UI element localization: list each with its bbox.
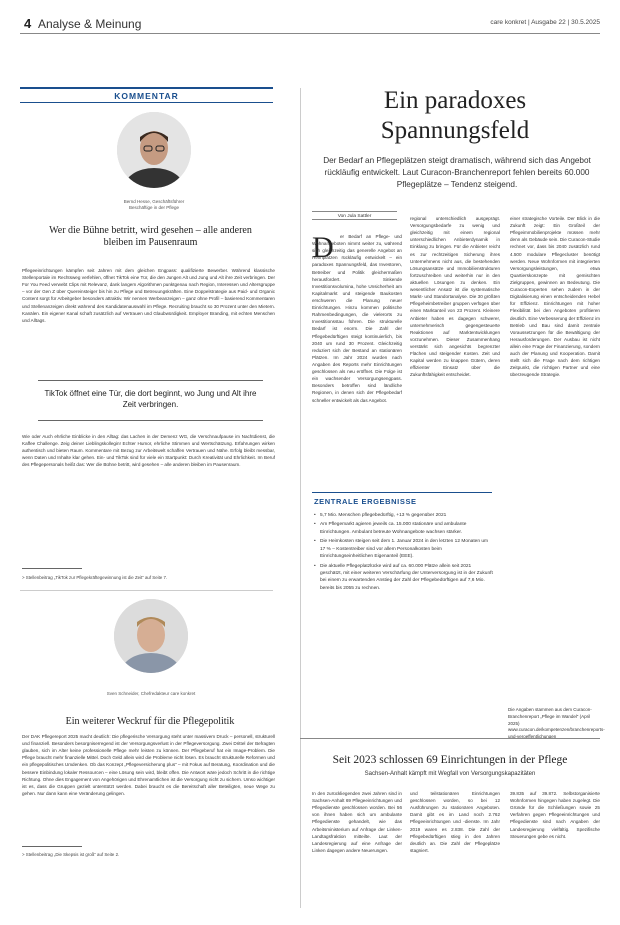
kommentar-body-2: Wie oder Auch ehrliche Einblicke in den Alltag: das Lachen in der Demenz WG, die Verschnaufpause im Nachtdienst, die Kaffee Challenge. Zeig deiner Lieblingskollegin! Echter Humor, ehrliche Stimmen und Wertschätzung. Erfahrungen wirken authentisch und bieten Raum. Kommentare mit Bezug zur Arbeitswelt schaffen Vertrauen und Nähe. Erfolg bleibt messbar, wenn Daten und Inhalte klar gehen. Ein- und TikTok sind für viele ein Startpunkt: Durch Kreativität und Ehrlichkeit. Im Beruf des Pflegepersonals heißt das: Wer die Bühne betritt, wird gesehen – alle anderen bleiben im Pausenraum. bbox=[22, 434, 275, 468]
pullquote: TikTok öffnet eine Tür, die dort beginnt, wo Jung und Alt ihre Zeit verbringen. bbox=[44, 389, 257, 409]
author-portrait-1 bbox=[117, 112, 191, 188]
bottom-article-col3: 39.835 auf 39.872. Selbstorganisierte Wohnformen hingegen haben zugelegt. Die Gründe für die Schließungen sowie 25 Verfahren gegen Pflegeeinrichtungen und Pflegedienste sind nach Angaben der Landesregierung vielfältig. Spezifische Steuerungen gebe es nicht. bbox=[510, 791, 600, 839]
source-note: Die Angaben stammen aus dem Curacon-Branchenreport „Pflege im Wandel“ (April 2025) www.curacon.de/kompetenzen/branchenreports-und-veroeffentlichungen bbox=[508, 707, 605, 739]
kommentar-separator bbox=[20, 590, 273, 591]
main-article-col1: er Bedarf an Pflege- und Wohnangeboten nimmt weiter zu, während sich gleichzeitig das generelle Angebot an Heimplätzen rückläufig entwickelt – ein paradoxes Spannungsfeld, das Investoren, Betreiber und Politik gleichermaßen herausfordert. Sinkende Investitionsvolumina, hohe Unsicherheit am Kapitalmarkt und steigende Baukosten erschweren die Planung neuer Einrichtungen. Hinzu kommen politische Rahmenbedingungen, die vielerorts zu Investitionsstau führen. Die strukturelle Bedarf ist enorm. Die Zahl der Pflegebedürftigen steigt kontinuierlich, bis 2040 um rund 30 Prozent. Gleichzeitig reduziert sich der Bestand an stationären Plätzen. Im Jahr 2024 wurden nach Angaben des Reports mehr Einrichtungen geschlossen als neu eröffnet. Die Folge ist ein wachsender Versorgungsengpass. Besonders betroffen sind ländliche Regionen, in denen sich der Pflegebedarf schneller entwickelt als das Angebot. bbox=[312, 234, 402, 403]
header-divider bbox=[20, 33, 600, 34]
author-caption-2: Sven Schneider, Chefredakteur care konkret bbox=[106, 691, 196, 696]
column-divider bbox=[300, 88, 301, 908]
bottom-article-subtitle: Sachsen-Anhalt kämpft mit Wegfall von Versorgungskapazitäten bbox=[364, 771, 536, 777]
facts-label: ZENTRALE ERGEBNISSE bbox=[314, 497, 417, 506]
fact-item: • Die aktuelle Pflegeplatzlücke wird auf ca. 60.000 Plätze allein seit 2021 geschätzt, mit einer weiteren Verschärfung der Unterversorgung ist in der Zukunft bei einem zu erwartenden Anstieg der Zahl der Pflegebedürftigen auf 7,6 Mio. bereits bis 2055 zu rechnen. bbox=[314, 563, 494, 593]
author-caption-line-2: Beschäftige in der Pflege bbox=[128, 204, 180, 210]
pullquote-rule-bottom bbox=[38, 420, 263, 421]
bottom-article-rule bbox=[300, 738, 600, 739]
kommentar-label-box bbox=[20, 87, 273, 103]
section-title: Analyse & Meinung bbox=[38, 17, 142, 31]
kommentar-body-1: Pflegeeinrichtungen kämpfen seit Jahren mit dem gleichen Engpass: qualifizierte Bewerber. Während klassische Stellenportale im Rechtsweg verfehlen, öffnet TikTok eine Tür, die den Jungen Alt und Jung und Alt ihre Zeit verbringen. Der For You Feed verwebt Clips mit Relevanz, dank langem Algorithmen punktgenau nach Region, Interessen und Altersgruppe – vor der Gen Z über Quereinsteiger bis hin zu Pflege und Betreuungskräften. Eine Doppelstrategie aus Paid- und Organic Content sorgt für Arbeitgeber besonders attraktiv. Wir nennen Werbeanzeigen – ganz ohne Profil – basierend Kommentaren und Stellenanzeigen direkt während des Kandidatenauswahl im Pflege. Recruiting braucht so 30 Prozent unter den Mietern. Kanälen. Ein eigener Kanal schaft zusätzlich auf Vertrauen und Glaubwürdigkeit. Employer Branding, mit echten Menschen und Alltags. bbox=[22, 268, 275, 323]
kommentar-label: KOMMENTAR bbox=[114, 90, 179, 101]
fact-item: • Die Heimkosten steigen seit dem 1. Januar 2024 in den letzten 12 Monaten um 17 % – Kostentreiber sind vor allem Personalkosten beim Einrichtungseinheitlichen Eigenanteil (EEE). bbox=[314, 538, 494, 560]
kommentar2-footnote: > Stellenbeitrag „Die Skepsis ist groß“ auf Seite 2. bbox=[22, 852, 120, 857]
kommentar-footnote: > Stellenbeitrag „TikTok zur Pflegekräftegewinnung ist die Zeit“ auf Seite 7. bbox=[22, 575, 168, 580]
main-article-lead: Der Bedarf an Pflegeplätzen steigt dramatisch, während sich das Angebot rückläufig entwickelt. Laut Curacon-Branchenreport fehlen bereits 60.000 Pflegeplätze – Tendenz steigend. bbox=[323, 156, 591, 189]
author-portrait-2-image bbox=[114, 599, 188, 673]
drop-cap: D bbox=[312, 231, 334, 264]
facts-list bbox=[314, 512, 494, 594]
fact-item: • 5,7 Mio. Menschen pflegebedürftig, +13 % gegenüber 2021 bbox=[314, 512, 494, 519]
kommentar2-body: Der DAK Pflegereport 2025 macht deutlich: Die pflegerische Versorgung steht unter massivem Druck – personell, strukturell und finanziell. Besonders besorgniserregend ist der Versorgungsverlust in der Pflegeversorgung. Zwei Drittel der Befragten glauben, sich im Alter keine professionelle Pflege mehr leisten zu können. Der Pflegeberuf hat ein Image-Problem. Die Pflege braucht mehr finanzielle Mittel. Doch Geld allein wird die Probleme nicht lösen. Es braucht strukturelle Reformen und ein pflegepolitisches Umdenken. Ob das Konzept „Pflegeversicherung plus“ – mit Fokus auf Beratung, Koordination und die bessere Einbindung lokaler Ressourcen – eine Lösung sein wird, bleibt offen. Die Antwort wäre jedoch Schritt in die richtige Richtung. Ohne dies Engagement von Angehörigen und Ehrenamtlichen ist die Versorgung nicht zu sichern. Umso wichtiger ist es, dass die Gruppen gezielt unterstützt werden. Dabei braucht es die Bereitschaft aller Beteiligten, neue Wege zu gehen. Nur dann kann eine Veränderung gelingen. bbox=[22, 734, 275, 796]
author-caption-line-1: Bernd Hesse, Geschäftsführer bbox=[123, 199, 185, 204]
byline: Von Jula Sattler bbox=[312, 211, 397, 220]
kommentar-headline: Wer die Bühne betritt, wird gesehen – alle anderen bleiben im Pausenraum bbox=[49, 225, 252, 248]
main-article-col3: einer strategische Vorteile. Der Blick in die Zukunft zeigt: Ein Großteil der Pflegeimmobilienprojekte müssen mehr denn als Gebäude sein. Die Curacon-Studie rechnet vor, dass bis 2040 zusätzlich rund 4.500 modulare Pflegecluster benötigt werden. Neue Wohnformen mit integrierten Versorgungsleistungen, etwa Quartierskonzepte mit gemischten Zielgruppen, gewinnen an Bedeutung. Die Curacon-Experten sehen zudem in der Digitalisierung einen entscheidenden Hebel für Effizienz. Einrichtungen mit hoher Flexibilität bei den Angeboten profitieren deutlich. Eine Verbesserung der Effizienz im Betrieb und Bau sind damit zentrale Voraussetzungen für die Bewältigung der Herausforderungen. Der Ausbau ist nicht allein eine Frage der Finanzierung, sondern auch der Planung und Kooperation. Damit stellt sich die Frage nach dem richtigen Zeitpunkt, die richtigen Partner und eine überzeugende Strategie. bbox=[510, 216, 600, 378]
fact-item: • Am Pflegemarkt agieren jeweils ca. 15.000 stationäre und ambulante Einrichtungen. Ambulant betreute Wohnangebote wachsen stärker. bbox=[314, 521, 494, 536]
issue-meta: care konkret | Ausgabe 22 | 30.5.2025 bbox=[490, 19, 600, 26]
kommentar2-headline: Ein weiterer Weckruf für die Pflegepolitik bbox=[65, 716, 235, 727]
page-number: 4 bbox=[24, 16, 32, 31]
bottom-article-col1: In den zurückliegenden zwei Jahren sind in Sachsen-Anhalt 69 Pflegeeinrichtungen und Pflegedienste geschlossen worden. Bei 56 von ihnen haben sich um ambulante Pflegedienste gehandelt, wie das Arbeitsministerium auf Anfrage der Linken-Landtagsfraktion mitteilte. Laut der Landesregierung auf eine Anfrage der Linken dagegen andere Neuerungen. bbox=[312, 791, 402, 853]
main-article-col2: regional unterschiedlich ausgeprägt. Versorgungsbedarfe zu wenig und gleichzeitig mit einem regional unterschiedlichen Anbieterdynamik in Einklang zu bringen. Für die Anbieter reicht es zur rechtzeitigen Sicherung ihres Unternehmens nicht aus, die bestehenden Lösungsansätze und Immobilienstrukturen fortzuschreiben und weiterhin nur in den aktuellen Lösungen zu denken. Ein wesentlicher Ansatz ist die systematische Markt- und Standortanalyse. Die 30 größten Pflegeheimbetreiber gruppen verfügen über einen Marktanteil von 23 Prozent. Kleinere Anbieter haben es dagegen schwerer, unternehmerisch gegengesteuerte Reaktionen auf Marktentwicklungen vorzunehmen. Dieser Zusammenhang verstärkt sich angesichts begrenzter Flächen und steigender Kosten. Zeit und Kapital werden zu knappen Gütern, deren effizienter Einsatz über die Zukunftsfähigkeit entscheidet. bbox=[410, 216, 500, 378]
author-portrait-2 bbox=[114, 599, 188, 673]
bottom-article-title: Seit 2023 schlossen 69 Einrichtungen in der Pflege bbox=[332, 754, 568, 766]
main-article-title: Ein paradoxes Spannungsfeld bbox=[380, 87, 530, 144]
footnote-2-rule bbox=[22, 846, 82, 847]
bottom-article-col2: und teilstationären Einrichtungen geschlossen worden, so bei 12 Ausführungen zu stationären Angeboten. Damit gibt es im Land noch 2.762 Pflegeeinrichtungen und -dienste. Im Jahr 2019 waren es 2.838. Die Zahl der Pflegebedürftigen stieg in den Jahren deutlich an. Die Zahl der Pflegeplätze stagniert. bbox=[410, 791, 500, 853]
author-portrait-1-image bbox=[117, 112, 191, 188]
author-caption-1 bbox=[98, 199, 210, 211]
footnote-rule bbox=[22, 568, 82, 569]
pullquote-rule-top bbox=[38, 380, 263, 381]
